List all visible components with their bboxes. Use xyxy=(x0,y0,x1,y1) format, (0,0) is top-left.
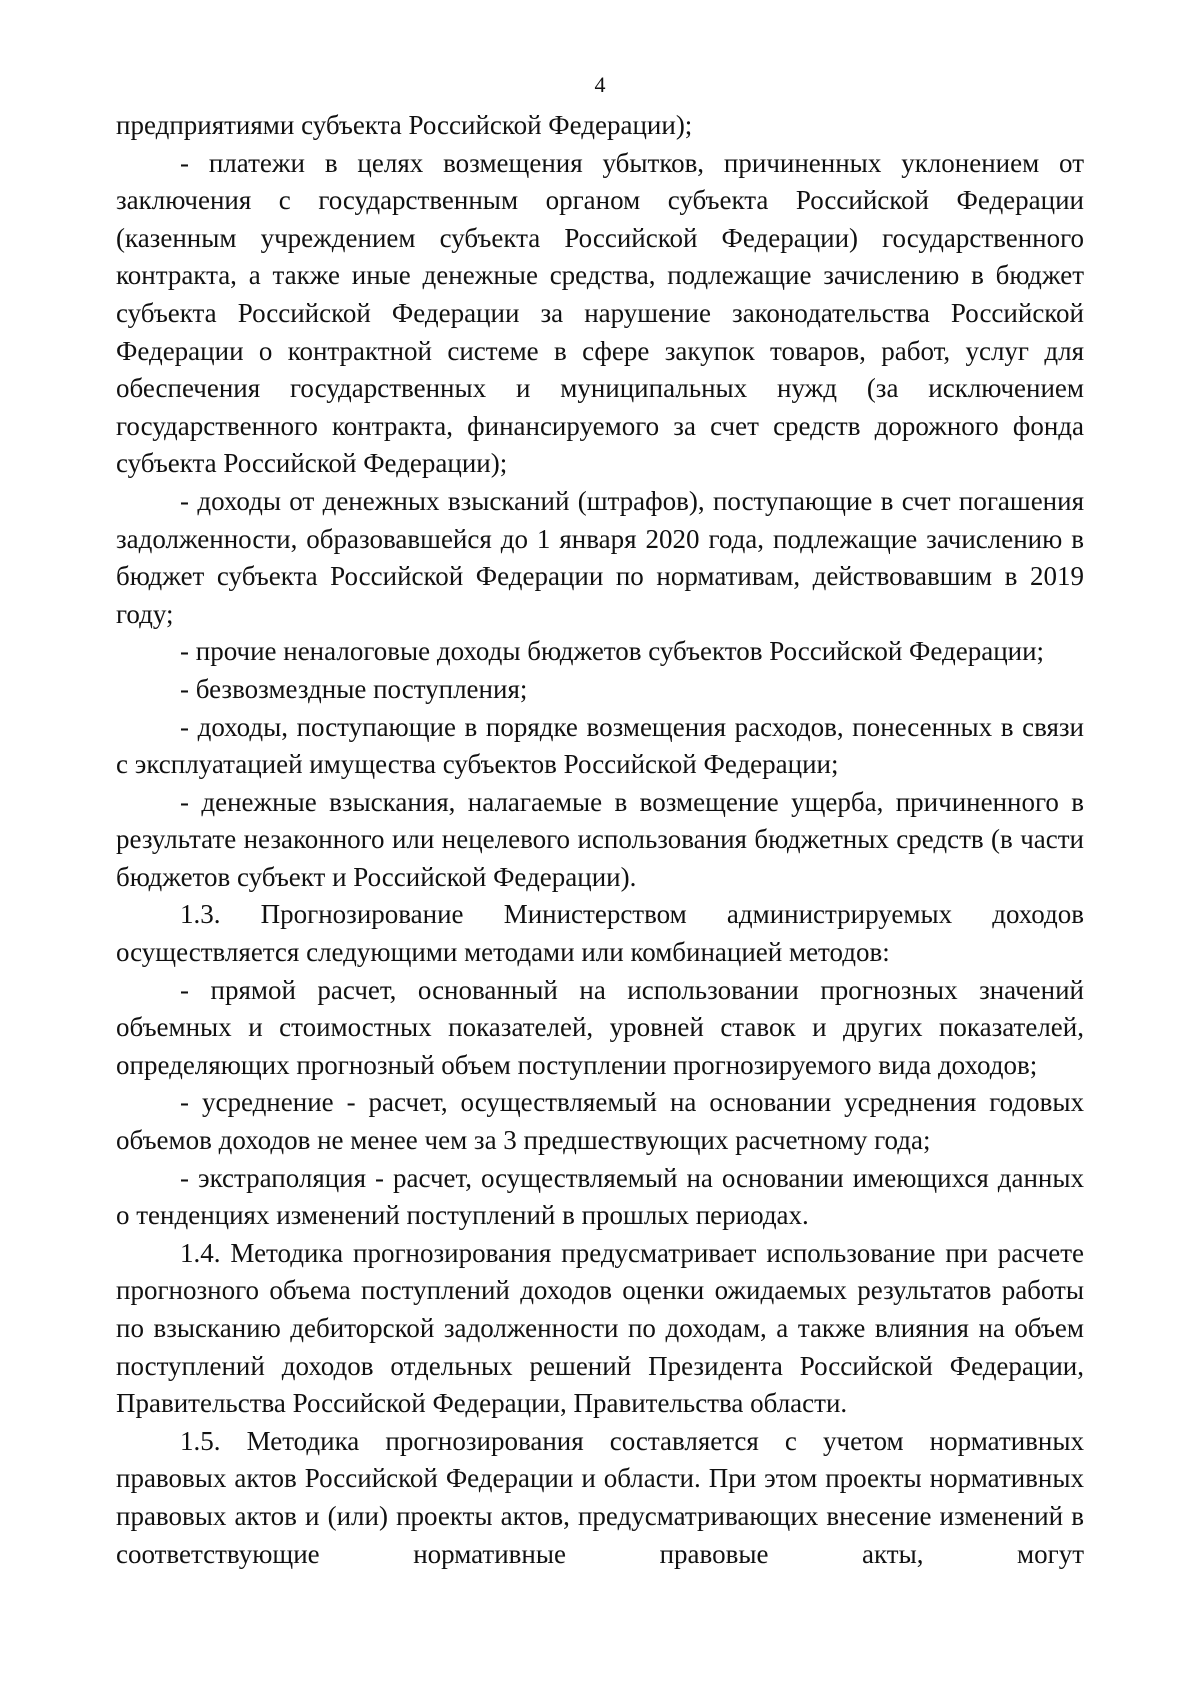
paragraph-method-direct: - прямой расчет, основанный на использовании прогнозных значений объемных и стоимостных показателей, уровней ставок и других показателей, определяющих прогнозный объем поступлении прогнозируемого вида доходов; xyxy=(116,974,1084,1080)
paragraph-section-1-5: 1.5. Методика прогнозирования составляется с учетом нормативных правовых актов Российской Федерации и области. При этом проекты нормативных правовых актов и (или) проекты актов, предусматривающих внесение изменений в соответствующие нормативные правовые акты, могут xyxy=(116,1425,1084,1569)
paragraph-method-averaging: - усреднение - расчет, осуществляемый на основании усреднения годовых объемов доходов не менее чем за 3 предшествующих расчетному года; xyxy=(116,1087,1084,1156)
paragraph-list-item-other-revenue: - прочие неналоговые доходы бюджетов субъектов Российской Федерации; xyxy=(180,636,1045,667)
paragraph-list-item-damages: - платежи в целях возмещения убытков, причиненных уклонением от заключения с государственным органом субъекта Российской Федерации (казенным учреждением субъекта Российской Федерации) государственного контракта, а также иные денежные средства, подлежащие зачислению в бюджет субъекта Российской Федерации за нарушение законодательства Российской Федерации о контрактной системе в сфере закупок товаров, работ, услуг для обеспечения государственных и муниципальных нужд (за исключением государственного контракта, финансируемого за счет средств дорожного фонда субъекта Российской Федерации); xyxy=(116,147,1084,479)
page-number: 4 xyxy=(594,72,606,97)
paragraph-method-extrapolation: - экстраполяция - расчет, осуществляемый на основании имеющихся данных о тенденциях изменений поступлений в прошлых периодах. xyxy=(116,1162,1084,1231)
document-body xyxy=(116,107,1084,1573)
paragraph-list-item-fines: - доходы от денежных взысканий (штрафов), поступающие в счет погашения задолженности, образовавшейся до 1 января 2020 года, подлежащие зачислению в бюджет субъекта Российской Федерации по нормативам, действовавшим в 2019 году; xyxy=(116,485,1084,629)
paragraph-list-item-property: - доходы, поступающие в порядке возмещения расходов, понесенных в связи с эксплуатацией имущества субъектов Российской Федерации; xyxy=(116,711,1084,780)
paragraph-continuation: предприятиями субъекта Российской Федерации); xyxy=(116,110,693,140)
paragraph-section-1-4: 1.4. Методика прогнозирования предусматривает использование при расчете прогнозного объема поступлений доходов оценки ожидаемых результатов работы по взысканию дебиторской задолженности по доходам, а также влияния на объем поступлений доходов отдельных решений Президента Российской Федерации, Правительства Российской Федерации, Правительства области. xyxy=(116,1237,1084,1419)
paragraph-section-1-3: 1.3. Прогнозирование Министерством администрируемых доходов осуществляется следующими методами или комбинацией методов: xyxy=(116,899,1084,968)
paragraph-list-item-recoveries: - денежные взыскания, налагаемые в возмещение ущерба, причиненного в результате незаконного или нецелевого использования бюджетных средств (в части бюджетов субъект и Российской Федерации). xyxy=(116,786,1084,892)
paragraph-list-item-gratuitous: - безвозмездные поступления; xyxy=(180,673,528,704)
